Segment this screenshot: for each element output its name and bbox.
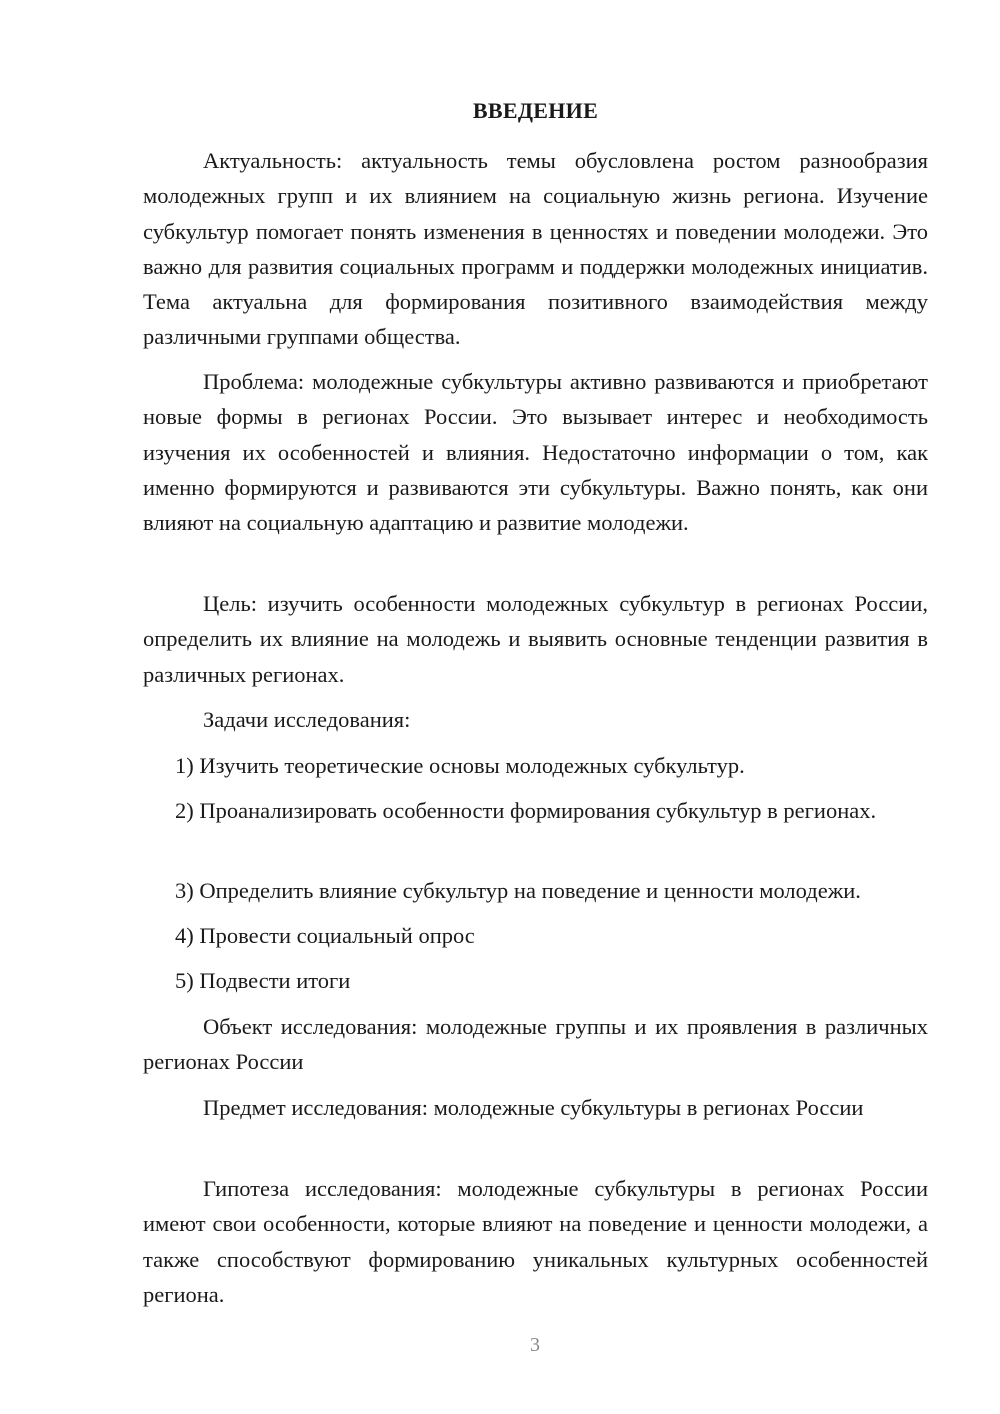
paragraph-subject: Предмет исследования: молодежные субкультуры в регионах России <box>203 1095 864 1120</box>
paragraph-hypothesis: Гипотеза исследования: молодежные субкультуры в регионах России имеют свои особенности, которые влияют на поведение и ценности молодежи, а также способствуют формированию уникальных культурных особенностей региона. <box>143 1176 928 1307</box>
tasks-heading: Задачи исследования: <box>203 707 411 732</box>
page-title: ВВЕДЕНИЕ <box>472 98 599 123</box>
task-item-4: 4) Провести социальный опрос <box>175 923 475 948</box>
task-item-5: 5) Подвести итоги <box>175 968 351 993</box>
paragraph-relevance: Актуальность: актуальность темы обусловлена ростом разнообразия молодежных групп и их влиянием на социальную жизнь региона. Изучение субкультур помогает понять изменения в ценностях и поведении молодежи. Это важно для развития социальных программ и поддержки молодежных инициатив. Тема актуальна для формирования позитивного взаимодействия между различными группами общества. <box>143 148 928 350</box>
paragraph-goal: Цель: изучить особенности молодежных субкультур в регионах России, определить их влияние на молодежь и выявить основные тенденции развития в различных регионах. <box>143 591 928 687</box>
task-item-2: 2) Проанализировать особенности формирования субкультур в регионах. <box>175 798 877 823</box>
task-item-3: 3) Определить влияние субкультур на поведение и ценности молодежи. <box>175 878 861 903</box>
task-item-1: 1) Изучить теоретические основы молодежных субкультур. <box>175 753 745 778</box>
paragraph-object: Объект исследования: молодежные группы и их проявления в различных регионах России <box>143 1014 928 1075</box>
page-number: 3 <box>530 1334 540 1356</box>
paragraph-problem: Проблема: молодежные субкультуры активно развиваются и приобретают новые формы в регионах России. Это вызывает интерес и необходимость изучения их особенностей и влияния. Недостаточно информации о том, как именно формируются и развиваются эти субкультуры. Важно понять, как они влияют на социальную адаптацию и развитие молодежи. <box>143 369 928 536</box>
